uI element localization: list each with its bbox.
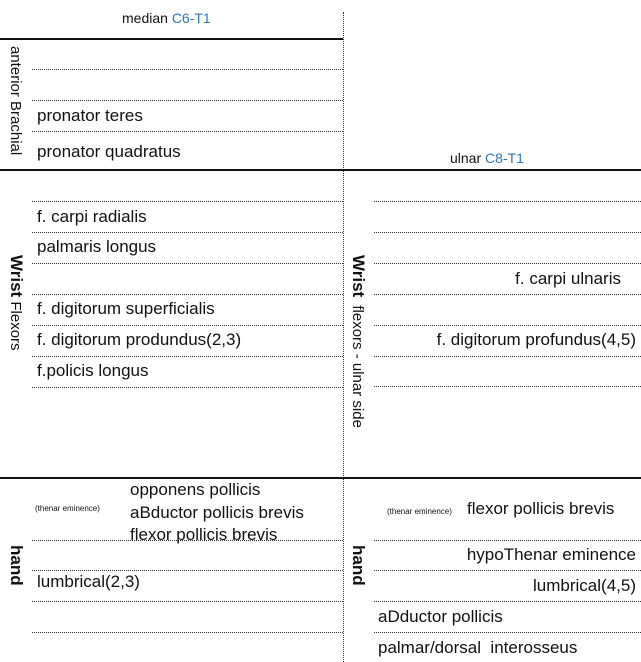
muscle-item: aBductor pollicis brevis bbox=[130, 503, 304, 522]
row-line bbox=[374, 356, 641, 357]
row-line bbox=[32, 325, 343, 326]
nerve-name: ulnar bbox=[450, 150, 482, 166]
row-line bbox=[374, 294, 641, 295]
ulnar-nerve-header bbox=[450, 150, 524, 166]
anterior-brachial-label: anterior Brachial bbox=[7, 46, 24, 156]
row-line bbox=[32, 263, 343, 264]
row-line bbox=[32, 601, 343, 602]
muscle-item: aDductor pollicis bbox=[378, 607, 503, 626]
wrist-flexors-label bbox=[6, 255, 25, 351]
muscle-item: flexor pollicis brevis bbox=[467, 499, 615, 518]
row-line bbox=[32, 356, 343, 357]
row-line bbox=[374, 601, 641, 602]
muscle-item: flexor pollicis brevis bbox=[130, 525, 278, 544]
row-line bbox=[374, 570, 641, 571]
hand-label-right bbox=[348, 545, 367, 586]
muscle-item: f. digitorum produndus(2,3) bbox=[37, 330, 242, 349]
row-line bbox=[374, 386, 641, 387]
median-nerve-header bbox=[122, 10, 211, 26]
muscle-item: f. carpi ulnaris bbox=[515, 269, 621, 288]
row-line bbox=[374, 632, 641, 633]
muscle-item: f. digitorum profundus(4,5) bbox=[436, 330, 636, 349]
nerve-name: median bbox=[122, 10, 168, 26]
label-bold: hand bbox=[7, 545, 26, 586]
label-text: flexors - ulnar side bbox=[349, 305, 366, 428]
thenar-note: (thenar eminence) bbox=[35, 504, 100, 513]
row-line bbox=[32, 201, 343, 202]
nerve-roots: C6-T1 bbox=[171, 10, 211, 26]
hand-label-left bbox=[6, 545, 25, 586]
thenar-note: (thenar eminence) bbox=[387, 507, 452, 516]
row-line bbox=[32, 100, 343, 101]
header-rule-left bbox=[0, 38, 343, 40]
label-bold: hand bbox=[349, 545, 368, 586]
label-bold: Wrist bbox=[7, 255, 26, 298]
muscle-item: f. digitorum superficialis bbox=[37, 299, 215, 318]
muscle-item: palmaris longus bbox=[37, 237, 157, 256]
row-line bbox=[374, 540, 641, 541]
muscle-item: lumbrical(2,3) bbox=[37, 572, 140, 591]
label-bold: Wrist bbox=[349, 255, 368, 298]
muscle-item: f.policis longus bbox=[37, 361, 149, 380]
label-text: Flexors bbox=[7, 301, 24, 351]
muscle-item: f. carpi radialis bbox=[37, 207, 147, 226]
muscle-item: pronator quadratus bbox=[37, 142, 181, 161]
muscle-item: lumbrical(4,5) bbox=[533, 576, 636, 595]
row-line bbox=[32, 387, 343, 388]
row-line bbox=[374, 263, 641, 264]
row-line bbox=[32, 570, 343, 571]
wrist-ulnar-label bbox=[348, 255, 367, 428]
muscle-item: palmar/dorsal interosseus bbox=[378, 638, 578, 657]
row-line bbox=[374, 232, 641, 233]
row-line bbox=[32, 632, 343, 633]
row-line bbox=[32, 131, 343, 132]
row-line bbox=[32, 69, 343, 70]
muscle-item: opponens pollicis bbox=[130, 480, 261, 499]
row-line bbox=[374, 325, 641, 326]
section-rule-2 bbox=[0, 477, 641, 479]
row-line bbox=[32, 294, 343, 295]
muscle-item: hypoThenar eminence bbox=[466, 545, 636, 564]
row-line bbox=[374, 201, 641, 202]
row-line bbox=[32, 232, 343, 233]
section-rule-1 bbox=[0, 169, 641, 171]
nerve-roots: C8-T1 bbox=[485, 150, 524, 166]
muscle-item: pronator teres bbox=[37, 106, 143, 125]
column-divider bbox=[343, 12, 344, 662]
